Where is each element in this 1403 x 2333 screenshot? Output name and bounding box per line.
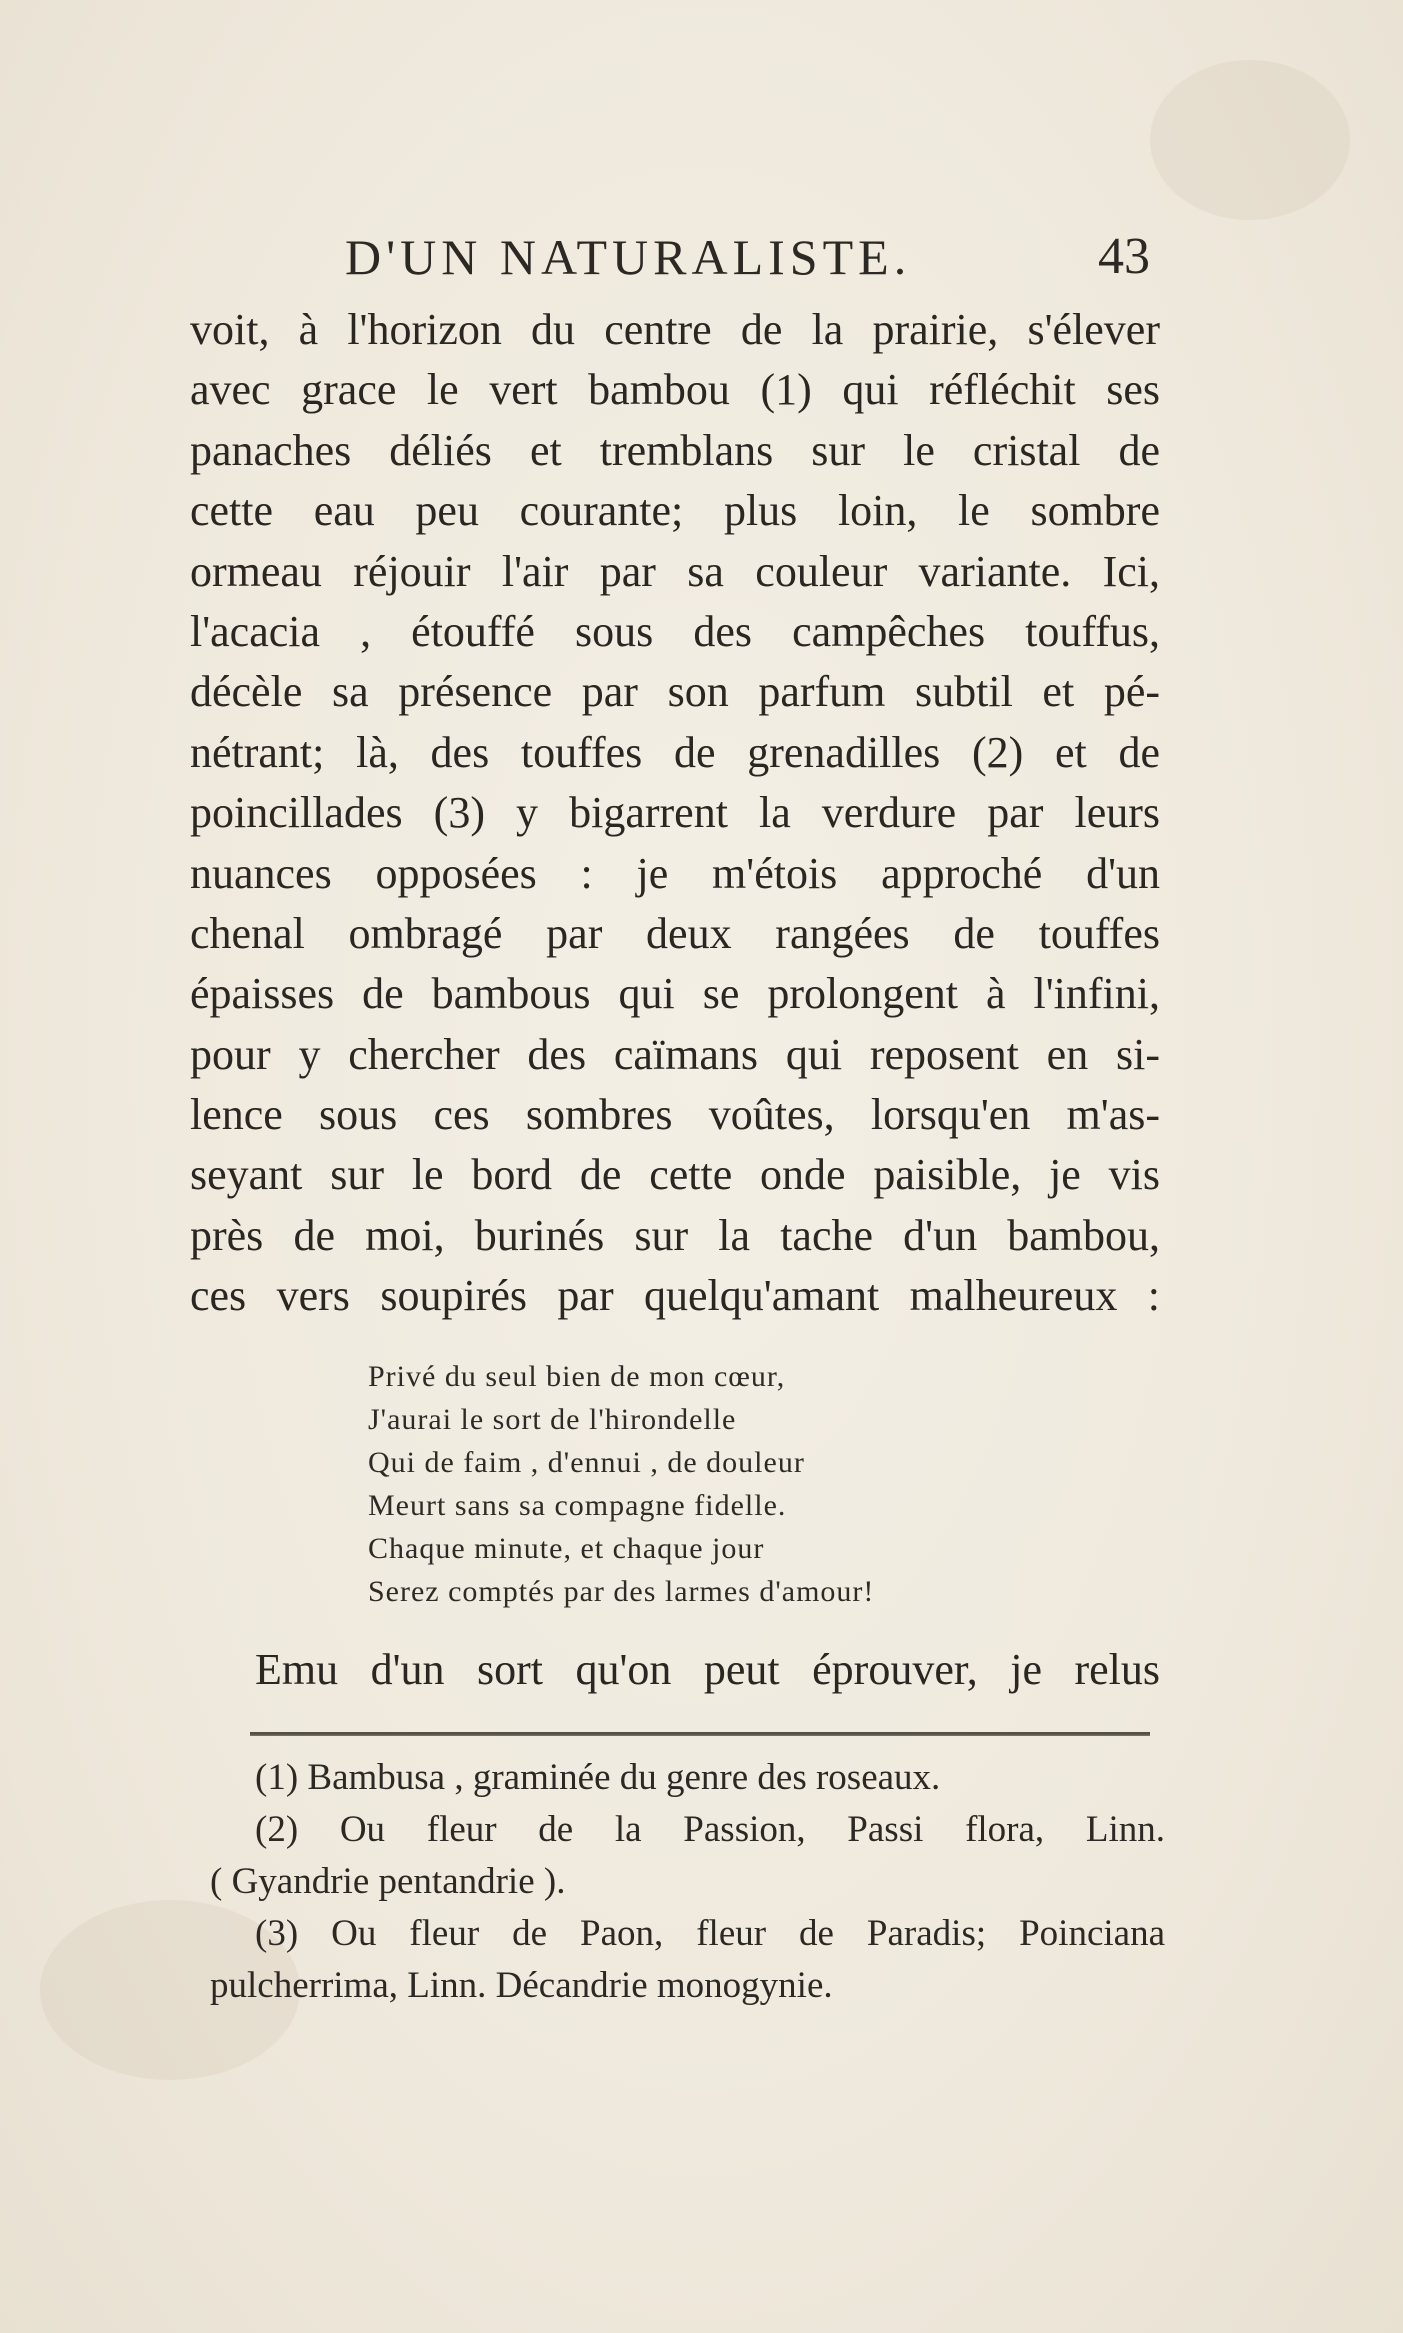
text-line: avec grace le vert bambou (1) qui réfléchit ses xyxy=(190,365,1160,415)
poem-verse: Chaque minute, et chaque jour xyxy=(368,1532,765,1565)
text-line: l'acacia , étouffé sous des campêches touffus, xyxy=(190,606,1160,656)
poem-verse: Serez comptés par des larmes d'amour! xyxy=(368,1575,875,1608)
body-paragraph xyxy=(190,300,1160,1327)
poem-verse: Meurt sans sa compagne fidelle. xyxy=(368,1489,787,1522)
footnote: (3) Ou fleur de Paon, fleur de Paradis; Poinciana xyxy=(255,1913,1165,1954)
text-line: poincillades (3) y bigarrent la verdure par leurs xyxy=(190,788,1160,838)
text-line: près de moi, burinés sur la tache d'un bambou, xyxy=(190,1210,1160,1260)
text-line: ces vers soupirés par quelqu'amant malheureux : xyxy=(190,1271,1160,1321)
paper-stain xyxy=(1150,60,1350,220)
footnote-divider xyxy=(250,1732,1150,1736)
text-line: voit, à l'horizon du centre de la prairie, s'élever xyxy=(190,305,1160,354)
footnote-continuation: ( Gyandrie pentandrie ). xyxy=(210,1861,566,1902)
poem-verse: J'aurai le sort de l'hirondelle xyxy=(368,1403,737,1436)
text-line: épaisses de bambous qui se prolongent à l'infini, xyxy=(190,969,1160,1019)
text-line: pour y chercher des caïmans qui reposent en si- xyxy=(190,1029,1160,1079)
text-line: panaches déliés et tremblans sur le cristal de xyxy=(190,425,1160,475)
footnote-continuation: pulcherrima, Linn. Décandrie monogynie. xyxy=(210,1965,833,2006)
poem-stanza xyxy=(368,1355,874,1613)
text-line: nétrant; là, des touffes de grenadilles (2) et de xyxy=(190,727,1160,777)
running-head: D'UN NATURALISTE. xyxy=(345,229,912,285)
footnotes xyxy=(210,1752,1165,2012)
text-line: chenal ombragé par deux rangées de touffes xyxy=(190,908,1160,958)
page-header xyxy=(190,222,1150,292)
text-line: ormeau réjouir l'air par sa couleur variante. Ici, xyxy=(190,546,1160,596)
footnote: (2) Ou fleur de la Passion, Passi flora, Linn. xyxy=(255,1809,1165,1850)
poem-verse: Privé du seul bien de mon cœur, xyxy=(368,1360,786,1393)
text-line: seyant sur le bord de cette onde paisible, je vis xyxy=(190,1150,1160,1200)
text-line: nuances opposées : je m'étois approché d'un xyxy=(190,848,1160,898)
text-line: lence sous ces sombres voûtes, lorsqu'en m'as- xyxy=(190,1090,1160,1140)
text-line: décèle sa présence par son parfum subtil et pé- xyxy=(190,667,1160,717)
text-line: cette eau peu courante; plus loin, le sombre xyxy=(190,486,1160,536)
page-number: 43 xyxy=(1098,228,1150,285)
footnote: (1) Bambusa , graminée du genre des roseaux. xyxy=(255,1757,941,1798)
continuation-line: Emu d'un sort qu'on peut éprouver, je relus xyxy=(255,1645,1160,1694)
poem-verse: Qui de faim , d'ennui , de douleur xyxy=(368,1446,805,1479)
